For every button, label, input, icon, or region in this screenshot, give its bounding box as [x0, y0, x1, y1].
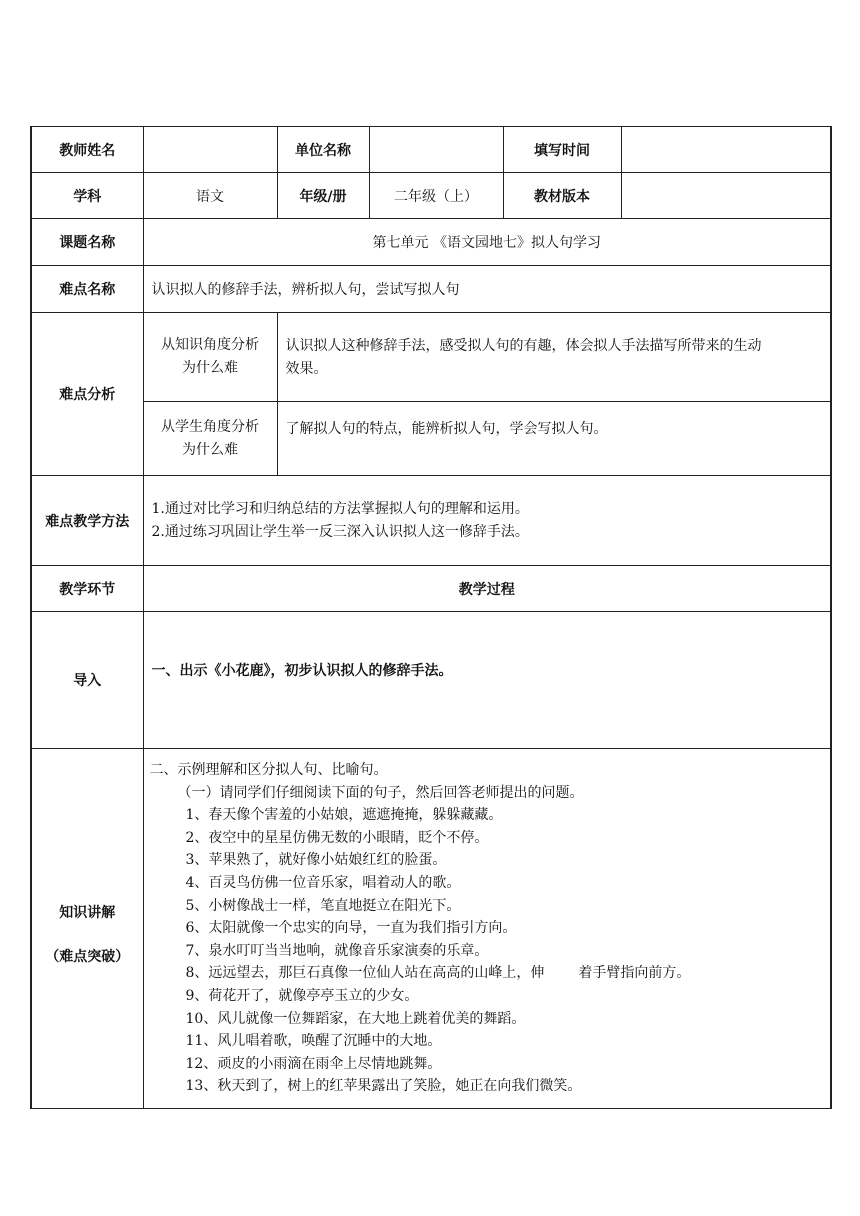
knowledge-angle-label-line1: 从知识角度分析	[161, 337, 259, 354]
example-list-b	[150, 985, 831, 1098]
knowledge-angle-line2: 效果。	[285, 360, 328, 377]
example-item: 7、泉水叮叮当当地响，就像音乐家演奏的乐章。	[185, 942, 489, 959]
edition-label: 教材版本	[503, 173, 621, 219]
example-item: 6、太阳就像一个忠实的向导，一直为我们指引方向。	[185, 920, 517, 937]
example-item: 2、夜空中的星星仿佛无数的小眼睛，眨个不停。	[185, 829, 489, 846]
example-item-8-part2: 着手臂指向前方。	[578, 965, 691, 982]
lesson-plan-table	[30, 126, 832, 1109]
teacher-name-label: 教师姓名	[31, 127, 143, 173]
example-item: 13、秋天到了，树上的红苹果露出了笑脸，她正在向我们微笑。	[185, 1078, 582, 1095]
process-header: 教学过程	[143, 566, 831, 612]
intro-row	[31, 612, 831, 749]
knowledge-angle-text	[277, 313, 831, 402]
difficulty-value: 认识拟人的修辞手法，辨析拟人句，尝试写拟人句	[143, 266, 831, 313]
method-line1: 1.通过对比学习和归纳总结的方法掌握拟人句的理解和运用。	[151, 500, 529, 517]
knowledge-angle-label-line2: 为什么难	[182, 360, 238, 376]
knowledge-subheading: （一）请同学们仔细阅读下面的句子，然后回答老师提出的问题。	[177, 784, 584, 801]
knowledge-angle-label	[143, 313, 277, 402]
difficulty-row	[31, 266, 831, 313]
topic-label: 课题名称	[31, 219, 143, 266]
example-item-8-part1: 8、远远望去，那巨石真像一位仙人站在高高的山峰上，伸	[185, 965, 545, 982]
lesson-plan-form	[30, 126, 830, 1110]
knowledge-label	[31, 749, 143, 1109]
method-text	[143, 476, 831, 566]
student-angle-label-line2: 为什么难	[182, 441, 238, 458]
intro-text	[143, 612, 831, 749]
subject-label: 学科	[31, 173, 143, 219]
knowledge-row	[31, 749, 831, 1109]
knowledge-heading: 二、示例理解和区分拟人句、比喻句。	[149, 762, 388, 778]
example-item: 12、顽皮的小雨滴在雨伞上尽情地跳舞。	[185, 1055, 442, 1072]
analysis-knowledge-row	[31, 313, 831, 402]
method-label: 难点教学方法	[31, 476, 143, 566]
student-angle-text: 了解拟人句的特点，能辨析拟人句，学会写拟人句。	[277, 402, 831, 476]
example-item: 3、苹果熟了，就好像小姑娘红红的脸蛋。	[185, 852, 447, 869]
example-item: 9、荷花开了，就像亭亭玉立的少女。	[185, 987, 419, 1004]
example-item-8	[150, 962, 831, 985]
stage-header: 教学环节	[31, 566, 143, 612]
subject-row	[31, 173, 831, 219]
knowledge-angle-line1: 认识拟人这种修辞手法，感受拟人句的有趣，体会拟人手法描写所带来的生动	[285, 338, 762, 354]
example-list-a	[150, 804, 831, 962]
teacher-name-value	[143, 127, 277, 173]
fill-date-value	[621, 127, 831, 173]
method-row	[31, 476, 831, 566]
grade-value: 二年级（上）	[369, 173, 503, 219]
knowledge-label-line2: （难点突破）	[45, 948, 130, 965]
intro-line: 一、出示《小花鹿》，初步认识拟人的修辞手法。	[151, 663, 453, 679]
topic-row	[31, 219, 831, 266]
process-header-row	[31, 566, 831, 612]
unit-name-label: 单位名称	[277, 127, 369, 173]
analysis-student-row	[31, 402, 831, 476]
grade-label: 年级/册	[277, 173, 369, 219]
topic-value: 第七单元 《语文园地七》拟人句学习	[143, 219, 831, 266]
analysis-label: 难点分析	[31, 313, 143, 476]
edition-value	[621, 173, 831, 219]
student-angle-label	[143, 402, 277, 476]
example-item: 4、百灵鸟仿佛一位音乐家，唱着动人的歌。	[185, 874, 461, 891]
fill-date-label: 填写时间	[503, 127, 621, 173]
header-row	[31, 127, 831, 173]
knowledge-content	[143, 749, 831, 1109]
method-line2: 2.通过练习巩固让学生举一反三深入认识拟人这一修辞手法。	[151, 523, 529, 540]
example-item: 11、风儿唱着歌，唤醒了沉睡中的大地。	[185, 1033, 442, 1050]
example-item: 1、春天像个害羞的小姑娘，遮遮掩掩，躲躲藏藏。	[185, 807, 503, 824]
knowledge-label-line1: 知识讲解	[59, 904, 116, 921]
difficulty-label: 难点名称	[31, 266, 143, 313]
example-item: 10、风儿就像一位舞蹈家，在大地上跳着优美的舞蹈。	[185, 1010, 526, 1027]
student-angle-label-line1: 从学生角度分析	[161, 418, 259, 435]
intro-label: 导入	[31, 612, 143, 749]
unit-name-value	[369, 127, 503, 173]
subject-value: 语文	[143, 173, 277, 219]
example-item: 5、小树像战士一样，笔直地挺立在阳光下。	[185, 897, 461, 914]
